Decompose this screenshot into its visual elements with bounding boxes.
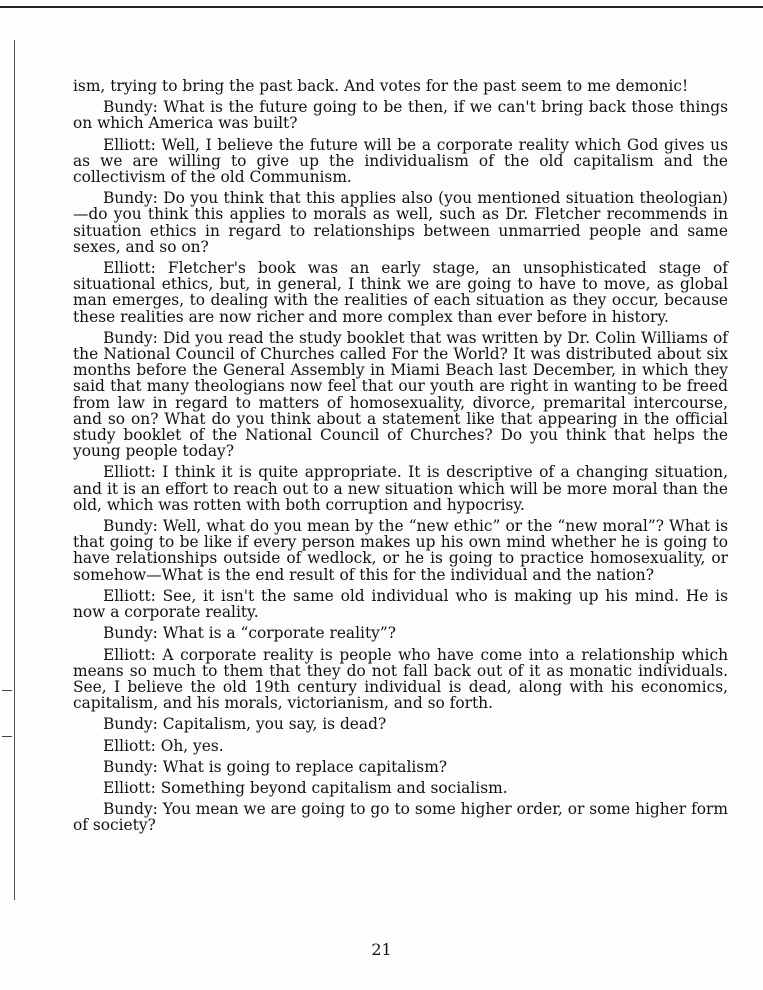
page-number: 21 bbox=[371, 940, 392, 959]
paragraph: ism, trying to bring the past back. And votes for the past seem to me demonic! bbox=[73, 77, 689, 95]
paragraph: Elliott: Something beyond capitalism and socialism. bbox=[103, 778, 508, 797]
margin-tick bbox=[2, 690, 12, 691]
paragraph: Bundy: What is the future going to be then, if we can't bring back those things on which America was built? bbox=[73, 98, 728, 133]
paragraph: Bundy: Did you read the study booklet that was written by Dr. Colin Williams of the National Council of Churches called For the World? It was distributed about six months before the General Assembly in Miami Beach last December, in which they said that many theologians now feel that our youth are right in wanting to be freed from law in regard to matters of homosexuality, divorce, premarital intercourse, and so on? What do you think about a statement like that appearing in the official study booklet of the National Council of Churches? Do you think that helps the young people today? bbox=[73, 328, 728, 461]
paragraph: Bundy: What is going to replace capitalism? bbox=[103, 757, 448, 776]
paragraph: Bundy: You mean we are going to go to some higher order, or some higher form of society? bbox=[73, 800, 728, 835]
paragraph: Bundy: Well, what do you mean by the “new ethic” or the “new moral”? What is that going to be like if every person makes up his own mind whether he is going to have relationships outside of wedlock, or he is going to practice homosexuality, or somehow—What is the end result of this for the individual and the nation? bbox=[73, 517, 728, 584]
paragraph: Elliott: Well, I believe the future will be a corporate reality which God gives us as we are willing to give up the individualism of the old capitalism and the collectivism of the old Communism. bbox=[73, 135, 728, 187]
paragraph: Bundy: Capitalism, you say, is dead? bbox=[103, 715, 387, 734]
paragraph: Elliott: Oh, yes. bbox=[103, 736, 224, 755]
left-margin-line bbox=[14, 40, 15, 900]
top-border-line bbox=[0, 6, 763, 8]
paragraph: Bundy: Do you think that this applies also (you mentioned situation theologian)—do you think this applies to morals as well, such as Dr. Fletcher recommends in situation ethics in regard to relationships between unmarried people and same sexes, and so on? bbox=[73, 189, 728, 256]
paragraph: Elliott: Fletcher's book was an early stage, an unsophisticated stage of situational ethics, but, in general, I think we are going to have to move, as global man emerges, to dealing with the realities of each situation as they occur, because these realities are now richer and more complex than ever before in history. bbox=[73, 259, 728, 326]
paragraph: Elliott: See, it isn't the same old individual who is making up his mind. He is now a corporate reality. bbox=[73, 586, 728, 622]
interview-transcript bbox=[73, 78, 728, 839]
paragraph: Bundy: What is a “corporate reality”? bbox=[103, 624, 396, 643]
paragraph: Elliott: I think it is quite appropriate. It is descriptive of a changing situation, and it is an effort to reach out to a new situation which will be more moral than the old, which was rotten with both corruption and hypocrisy. bbox=[73, 463, 728, 514]
margin-tick bbox=[2, 736, 12, 737]
paragraph: Elliott: A corporate reality is people who have come into a relationship which means so much to them that they do not fall back out of it as monatic individuals. See, I believe the old 19th century individual is dead, along with his economics, capitalism, and his morals, victorianism, and so forth. bbox=[73, 645, 728, 713]
